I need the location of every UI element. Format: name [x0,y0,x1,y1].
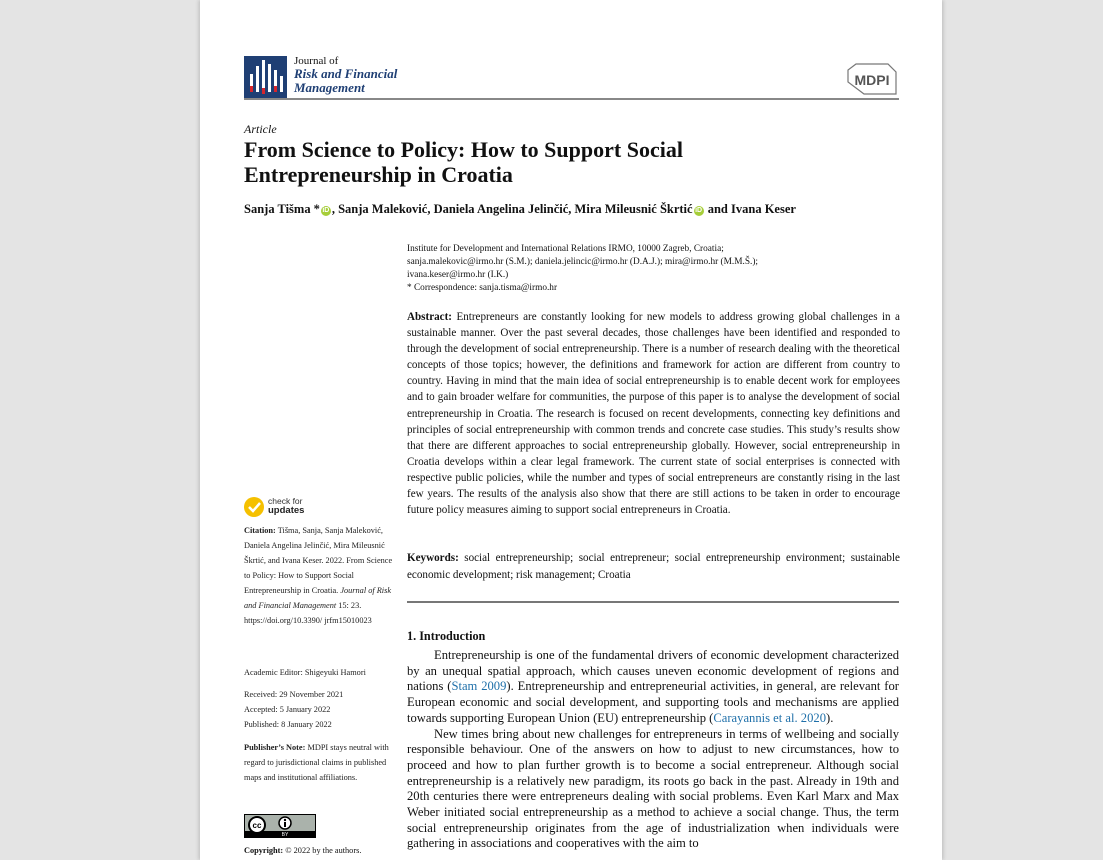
section-divider [407,601,899,603]
corresponding-author-mark: * [313,202,320,216]
copyright-label: Copyright: [244,846,284,855]
accepted-date: Accepted: 5 January 2022 [244,705,331,714]
author-name: Daniela Angelina Jelinčić [433,202,569,216]
abstract-text: Entrepreneurs are constantly looking for new models to address growing global challenges in a sustainable manner. Over the past several decades, those challenges have been identified and responded to through the development of social entrepreneurship. There is a number of research dealing with the theoretical concepts of those topics; however, the definitions and framework for action are different from country to country. Having in mind that the main idea of social entrepreneurship is to enable decent work for employees and to gain broader welfare for communities, the purpose of this paper is to analyse the development of social entrepreneurship in Croatia. The research is focused on recent developments, connecting key definitions and principles of social entrepreneurship with common trends and concrete case studies. This study’s results show that there are different approaches to social entrepreneurship globally. However, social entrepreneurship in Croatia develops within a clear legal framework. The current state of social enterprises is connected with respective public policies, while the number and types of social entrepreneurs are constantly rising in the last few years. The results of the analysis also show that there are still actions to be taken in order to encourage future policy measures aiming to support social entrepreneurs in Croatia. [407,311,900,517]
keywords [407,550,900,584]
correspondence-line: * Correspondence: sanja.tisma@irmo.hr [407,283,558,293]
citation-link[interactable]: Carayannis et al. 2020 [713,710,826,725]
paragraph [407,648,899,727]
citation-journal: Journal of Risk and Financial Management [244,586,392,610]
keywords-label: Keywords: [407,552,459,564]
citation-block [244,523,394,628]
mdpi-logo-text: MDPI [854,72,890,88]
paragraph: New times bring about new challenges for entrepreneurs in terms of wellbeing and socially responsible behaviour. One of the answers on how to adjust to new circumstances, how to proceed and how to plan further growth is to become a social entrepreneur. Although social entrepreneurship is a relatively new paradigm, its roots go back in the past. Already in 19th and 20th centuries there were entrepreneurs dealing with social problems. Even Karl Marx and Max Weber initiated social entrepreneurship as a method to achieve a social change. Thus, the term social entrepreneurship originates from the age of industrialization when individuals were gathering in associations and cooperatives with the aim to [407,726,899,851]
introduction-body [407,648,899,852]
paragraph-text: Entrepreneurship is one of the fundamental drivers of economic development characterized by an unequal spatial approach, which causes uneven economic development of regions and nations ( [407,648,899,694]
copyright-text: © 2022 by the authors. [285,846,362,855]
copyright [244,844,392,858]
author-name: Mira Mileusnić Škrtić [574,202,693,216]
affiliation-line: ivana.keser@irmo.hr (I.K.) [407,270,509,280]
checkmark-icon [244,497,264,517]
section-heading-introduction: 1. Introduction [407,629,486,643]
dates-block [244,687,394,732]
author-separator: , [427,202,434,216]
journal-name-line1: Risk and Financial [294,66,398,81]
article-title: From Science to Policy: How to Support Social Entrepreneurship in Croatia [244,137,683,187]
author-list [244,202,796,217]
publishers-note [244,740,394,785]
check-label-2: updates [268,505,305,516]
orcid-icon[interactable]: iD [695,207,703,214]
author-name: Sanja Tišma [244,202,311,216]
mdpi-logo [846,62,898,96]
citation-label: Citation: [244,526,276,535]
author-name: Sanja Maleković [338,202,428,216]
author-name: Ivana Keser [731,202,796,216]
journal-prefix: Journal of [294,55,339,67]
pdf-page [200,0,942,860]
journal-logo-icon [244,56,287,98]
check-label-1: check for [268,496,303,506]
note-text: MDPI stays neutral with regard to jurisdictional claims in published maps and institutional affiliations. [244,743,389,782]
citation-doi[interactable]: 15: 23. https://doi.org/10.3390/ jrfm15010023 [244,601,372,625]
academic-editor: Academic Editor: Shigeyuki Hamori [244,668,366,677]
svg-text:cc: cc [252,821,262,830]
orcid-icon[interactable]: iD [322,207,330,214]
received-date: Received: 29 November 2021 [244,690,344,699]
journal-name-line2: Management [294,80,365,95]
author-separator: , [331,202,339,216]
affiliations [407,243,902,295]
article-type: Article [244,122,277,136]
keywords-text: social entrepreneurship; social entrepreneur; social entrepreneurship environment; sustainable economic development; risk management; Croatia [407,552,900,581]
cc-by-text: BY [281,832,289,837]
author-separator: , [568,202,575,216]
abstract [407,309,900,518]
note-label: Publisher’s Note: [244,743,306,752]
header-divider [244,98,899,100]
citation-text: Tišma, Sanja, Sanja Maleković, Daniela Angelina Jelinčić, Mira Mileusnić Škrtić, and Ivana Keser. 2022. From Science to Policy: How to Support Social Entrepreneurship in Croatia. [244,526,393,595]
author-separator: and [704,202,731,216]
affiliation-line: sanja.malekovic@irmo.hr (S.M.); daniela.jelincic@irmo.hr (D.A.J.); mira@irmo.hr (M.M.Š.); [407,257,759,267]
abstract-label: Abstract: [407,311,452,323]
published-date: Published: 8 January 2022 [244,720,332,729]
affiliation-line: Institute for Development and International Relations IRMO, 10000 Zagreb, Croatia; [407,244,724,254]
paragraph-text: ). Entrepreneurship and entrepreneurial activities, in general, are relevant for European economic and social development, and supporting tools and mechanisms are applied towards supporting European Union (EU) entrepreneurship ( [407,679,899,725]
citation-link[interactable]: Stam 2009 [451,679,507,694]
paragraph-text: ). [826,710,834,725]
cc-by-license-badge[interactable] [244,814,316,838]
journal-name [294,67,397,95]
